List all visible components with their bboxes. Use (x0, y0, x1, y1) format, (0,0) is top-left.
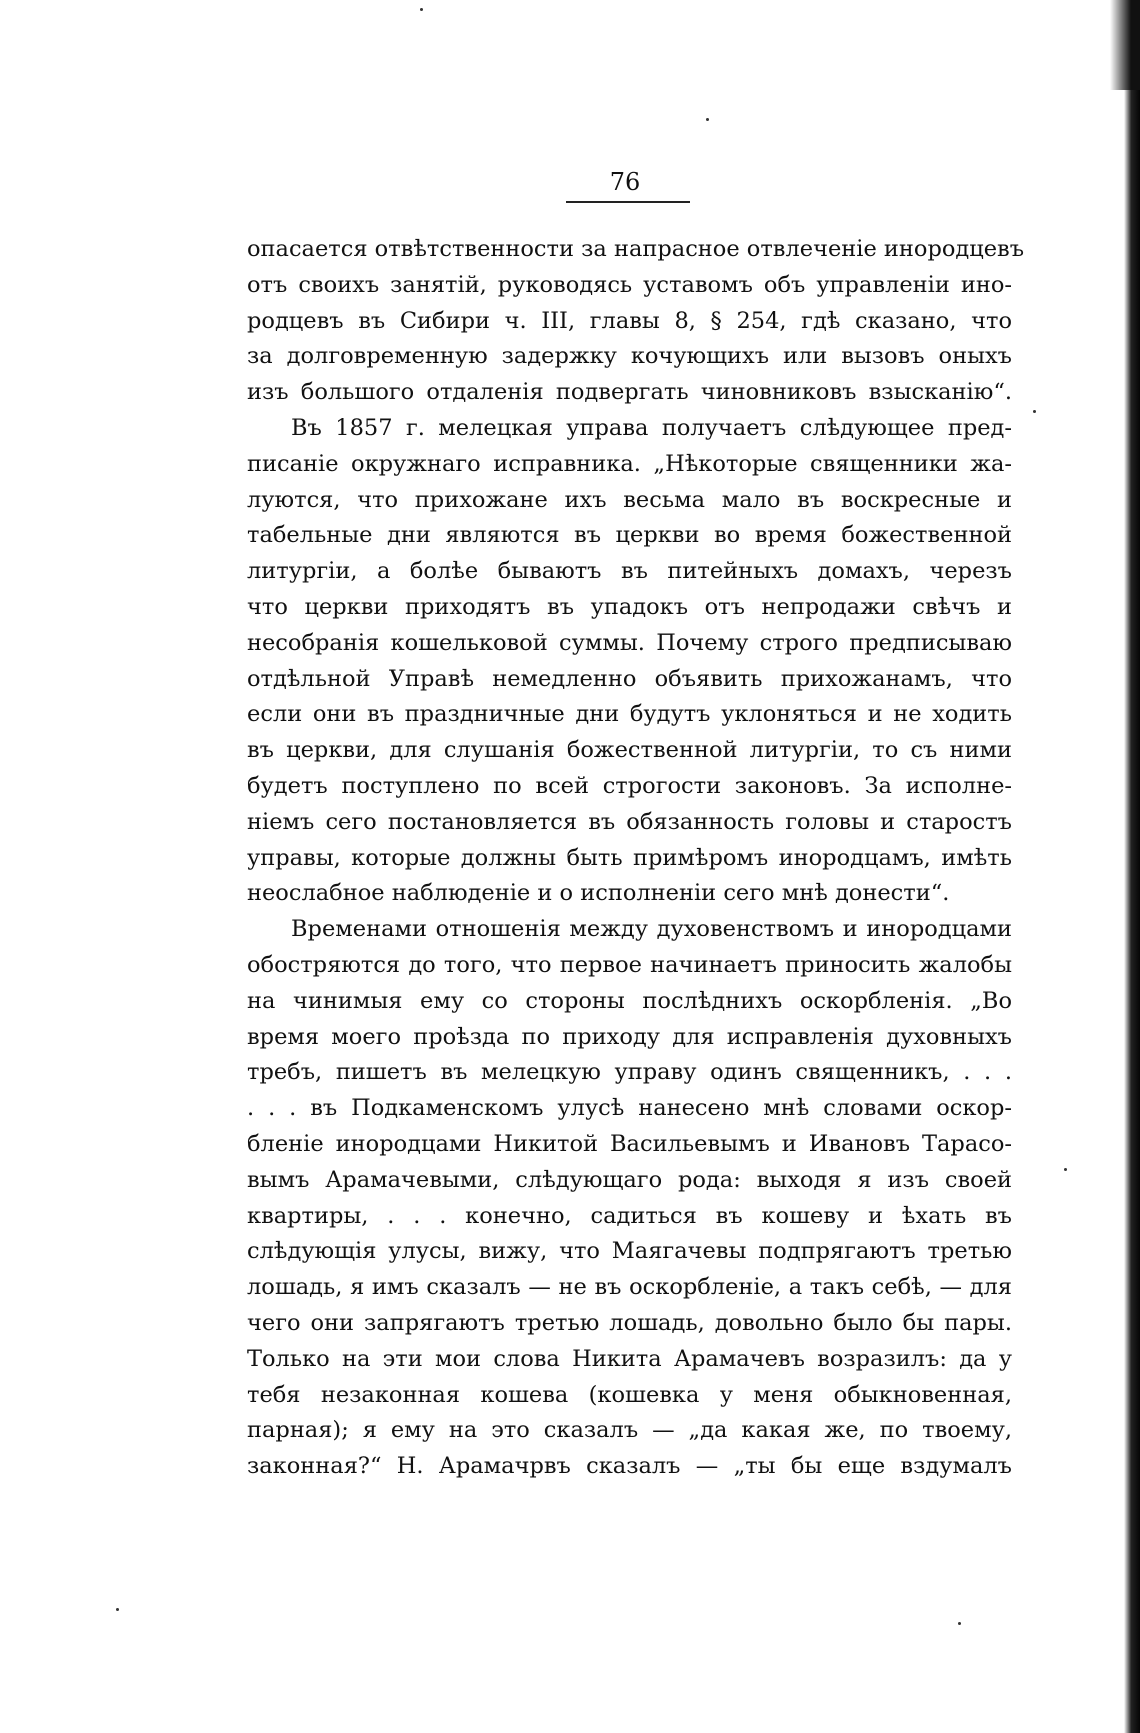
text-line: если они въ праздничные дни будутъ уклоняться и не ходить (247, 701, 1012, 728)
text-line: вымъ Арамачевыми, слѣдующаго рода: выходя я изъ своей (247, 1166, 1012, 1193)
text-line: . . . въ Подкаменскомъ улусѣ нанесено мнѣ словами оскор- (247, 1095, 1012, 1122)
text-line: обостряются до того, что первое начинаетъ приносить жалобы (247, 951, 1012, 978)
text-line: Въ 1857 г. мелецкая управа получаетъ слѣдующее пред- (291, 414, 1012, 441)
text-line: за долговременную задержку кочующихъ или вызовъ оныхъ (247, 343, 1012, 370)
text-line: Временами отношенія между духовенствомъ и инородцами (291, 916, 1012, 943)
text-line: въ церкви, для слушанія божественной литургіи, то съ ними (247, 737, 1012, 764)
scan-edge-corner (1110, 0, 1140, 90)
scan-edge-shadow (1124, 0, 1140, 1733)
text-line: отдѣльной Управѣ немедленно объявить прихожанамъ, что (247, 665, 1012, 692)
text-line: отъ своихъ занятій, руководясь уставомъ объ управленіи ино- (247, 271, 1012, 298)
text-line: слѣдующія улусы, вижу, что Маягачевы подпрягаютъ третью (247, 1238, 1012, 1265)
text-line: квартиры, . . . конечно, садиться въ кошеву и ѣхать въ (247, 1202, 1012, 1229)
text-line: управы, которые должны быть примѣромъ инородцамъ, имѣть (247, 844, 1012, 871)
text-line: лошадь, я имъ сказалъ — не въ оскорбленіе, а такъ себѣ, — для (247, 1274, 1012, 1301)
text-line: табельные дни являются въ церкви во время божественной (247, 522, 1012, 549)
text-line: бленіе инородцами Никитой Васильевымъ и Ивановъ Тарасо- (247, 1130, 1012, 1157)
text-line: тебя незаконная кошева (кошевка у меня обыкновенная, (247, 1381, 1012, 1408)
text-line: родцевъ въ Сибири ч. III, главы 8, § 254, гдѣ сказано, что (247, 307, 1012, 334)
body-text (247, 232, 1025, 1485)
text-line: несобранія кошельковой суммы. Почему строго предписываю (247, 629, 1012, 656)
text-line: требъ, пишетъ въ мелецкую управу одинъ священникъ, . . . (247, 1059, 1012, 1086)
scan-speck (706, 118, 709, 121)
scan-speck (958, 1622, 961, 1625)
text-line: что церкви приходятъ въ упадокъ отъ непродажи свѣчъ и (247, 593, 1012, 620)
text-line: будетъ поступлено по всей строгости законовъ. За исполне- (247, 772, 1012, 799)
page-number: 76 (609, 168, 641, 196)
text-line: изъ большого отдаленія подвергать чиновниковъ взысканію“. (247, 379, 1012, 406)
text-line: чего они запрягаютъ третью лошадь, довольно было бы пары. (247, 1309, 1012, 1336)
text-line: опасается отвѣтственности за напрасное отвлеченіе инородцевъ (247, 236, 1025, 262)
text-line: ніемъ сего постановляется въ обязанность головы и старостъ (247, 808, 1012, 835)
text-line: на чинимыя ему со стороны послѣднихъ оскорбленія. „Во (247, 987, 1012, 1014)
text-line: время моего проѣзда по приходу для исправленія духовныхъ (247, 1023, 1012, 1050)
scan-speck (420, 8, 423, 11)
text-line: писаніе окружнаго исправника. „Нѣкоторые священники жа- (247, 450, 1012, 477)
text-line: луются, что прихожане ихъ весьма мало въ воскресные и (247, 486, 1012, 513)
scan-speck (116, 1608, 119, 1611)
page-number-rule (566, 201, 690, 203)
text-line: неослабное наблюденіе и о исполненіи сего мнѣ донести“. (247, 880, 950, 907)
text-line: Только на эти мои слова Никита Арамачевъ возразилъ: да у (247, 1345, 1012, 1372)
text-line: законная?“ Н. Арамачрвъ сказалъ — „ты бы еще вздумалъ (247, 1453, 1012, 1480)
text-line: парная); я ему на это сказалъ — „да какая же, по твоему, (247, 1417, 1012, 1444)
text-line: литургіи, а болѣе бываютъ въ питейныхъ домахъ, черезъ (247, 558, 1012, 585)
scan-speck (1033, 410, 1036, 413)
scan-speck (1064, 1168, 1067, 1171)
